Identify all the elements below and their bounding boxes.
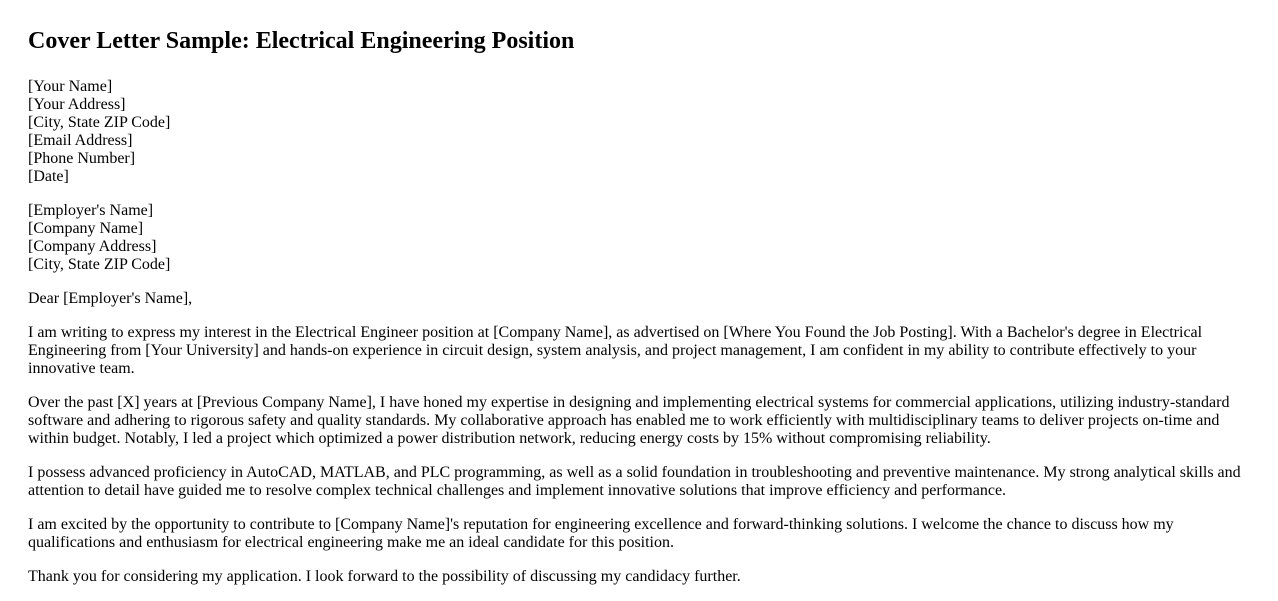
- sender-address: [Your Address]: [28, 96, 126, 113]
- recipient-address-block: [28, 202, 1250, 274]
- sender-phone: [Phone Number]: [28, 150, 136, 167]
- sender-name: [Your Name]: [28, 78, 113, 95]
- letter-date: [Date]: [28, 168, 69, 185]
- sender-address-block: [28, 78, 1250, 186]
- paragraph-motivation: I am excited by the opportunity to contribute to [Company Name]'s reputation for engineering excellence and forward-thinking solutions. I welcome the chance to discuss how my qualifications and enthusiasm for electrical engineering make me an ideal candidate for this position.: [28, 516, 1174, 551]
- page-title: Cover Letter Sample: Electrical Engineering Position: [28, 28, 575, 54]
- employer-name: [Employer's Name]: [28, 202, 154, 219]
- sender-email: [Email Address]: [28, 132, 133, 149]
- paragraph-introduction: I am writing to express my interest in the Electrical Engineer position at [Company Name], as advertised on [Where You Found the Job Posting]. With a Bachelor's degree in Electrical Engineering from [Your University] and hands-on experience in circuit design, system analysis, and project management, I am confident in my ability to contribute effectively to your innovative team.: [28, 324, 1203, 377]
- sender-city-state-zip: [City, State ZIP Code]: [28, 114, 171, 131]
- company-city-state-zip: [City, State ZIP Code]: [28, 256, 171, 273]
- paragraph-skills: I possess advanced proficiency in AutoCAD, MATLAB, and PLC programming, as well as a solid foundation in troubleshooting and preventive maintenance. My strong analytical skills and attention to detail have guided me to resolve complex technical challenges and implement innovative solutions that improve efficiency and performance.: [28, 464, 1241, 499]
- salutation: Dear [Employer's Name],: [28, 290, 193, 307]
- company-name: [Company Name]: [28, 220, 144, 237]
- company-address: [Company Address]: [28, 238, 157, 255]
- paragraph-experience: Over the past [X] years at [Previous Company Name], I have honed my expertise in designing and implementing electrical systems for commercial applications, utilizing industry-standard software and adhering to rigorous safety and quality standards. My collaborative approach has enabled me to work efficiently with multidisciplinary teams to deliver projects on-time and within budget. Notably, I led a project which optimized a power distribution network, reducing energy costs by 15% without compromising reliability.: [28, 394, 1230, 447]
- paragraph-closing: Thank you for considering my application. I look forward to the possibility of discussing my candidacy further.: [28, 568, 741, 585]
